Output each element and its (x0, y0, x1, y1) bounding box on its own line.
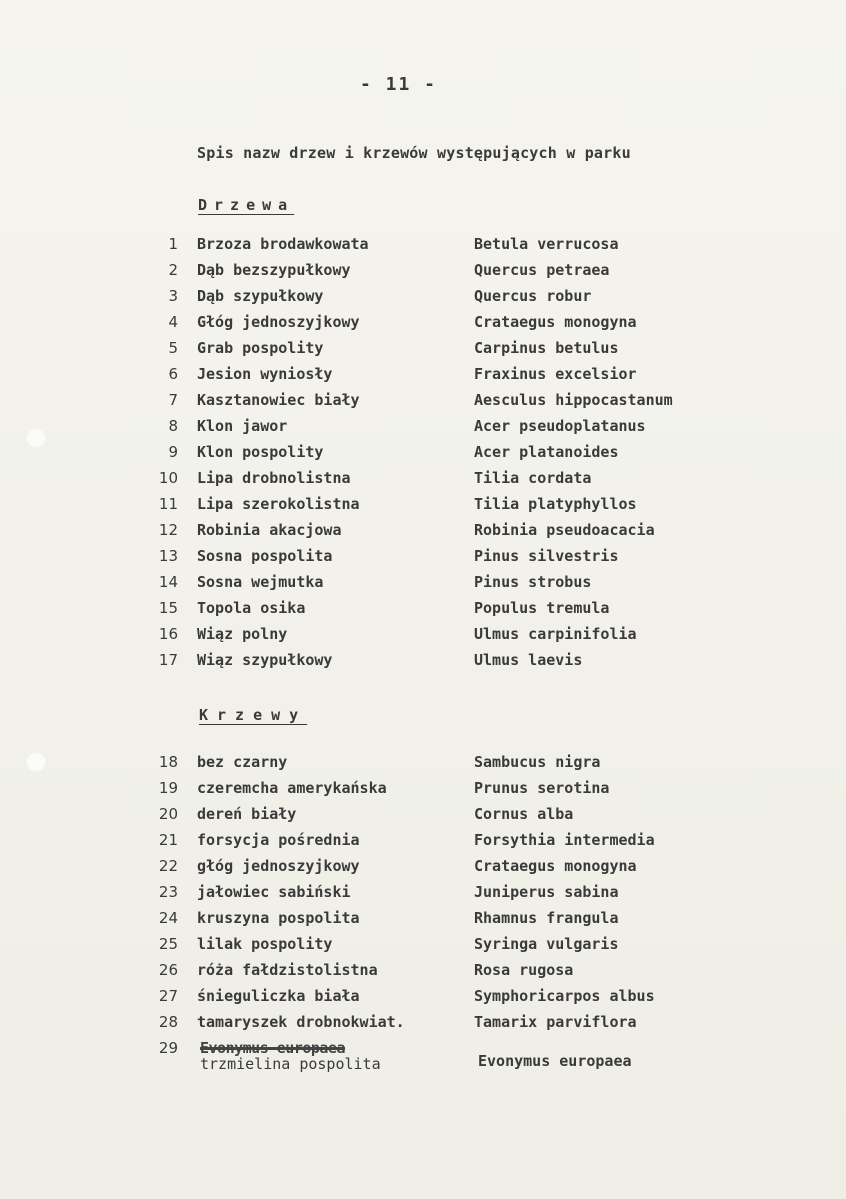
item-number: 20 (158, 805, 178, 823)
list-item (0, 805, 846, 831)
item-latin-name: Carpinus betulus (474, 339, 619, 357)
item-number: 1 (168, 235, 178, 253)
item-number: 3 (168, 287, 178, 305)
item-number: 26 (158, 961, 178, 979)
item-polish-name: dereń biały (197, 805, 297, 823)
item-number: 22 (158, 857, 178, 875)
item-polish-name: Brzoza brodawkowata (197, 235, 369, 253)
item-number: 25 (158, 935, 178, 953)
item-polish-name: Kasztanowiec biały (197, 391, 360, 409)
list-item (0, 391, 846, 417)
item-latin-name: Populus tremula (474, 599, 610, 617)
item-polish-name: Jesion wyniosły (197, 365, 333, 383)
list-item (0, 469, 846, 495)
item-polish-name: głóg jednoszyjkowy (197, 857, 360, 875)
struck-through-entry: Evonymus europaea (200, 1039, 346, 1057)
item-number: 27 (158, 987, 178, 1005)
item-latin-name: Betula verrucosa (474, 235, 619, 253)
item-latin-name: Pinus silvestris (474, 547, 619, 565)
item-latin-name: Acer platanoides (474, 443, 619, 461)
item-number: 16 (158, 625, 178, 643)
item-latin-name: Ulmus carpinifolia (474, 625, 637, 643)
list-item (0, 831, 846, 857)
item-number: 13 (158, 547, 178, 565)
item-number: 6 (168, 365, 178, 383)
item-latin-name: Tilia cordata (474, 469, 592, 487)
item-polish-name: Dąb bezszypułkowy (197, 261, 351, 279)
item-polish-name: śnieguliczka biała (197, 987, 360, 1005)
item-latin-name: Aesculus hippocastanum (474, 391, 673, 409)
item-number: 9 (168, 443, 178, 461)
item-polish-name: Dąb szypułkowy (197, 287, 324, 305)
list-item (0, 521, 846, 547)
item-polish-name: czeremcha amerykańska (197, 779, 387, 797)
item-latin-name: Crataegus monogyna (474, 857, 637, 875)
item-number: 11 (158, 495, 178, 513)
list-item (0, 753, 846, 779)
item-latin-name: Symphoricarpos albus (474, 987, 655, 1005)
item-number: 21 (158, 831, 178, 849)
item-number: 15 (158, 599, 178, 617)
list-item (0, 961, 846, 987)
item-latin-name: Sambucus nigra (474, 753, 601, 771)
item-number: 2 (168, 261, 178, 279)
item-number: 7 (168, 391, 178, 409)
item-polish-name: Lipa szerokolistna (197, 495, 360, 513)
item-polish-name: Głóg jednoszyjkowy (197, 313, 360, 331)
list-item (0, 365, 846, 391)
list-item (0, 339, 846, 365)
item-polish-name: forsycja pośrednia (197, 831, 360, 849)
item-polish-name: Klon jawor (197, 417, 288, 435)
item-latin-name: Fraxinus excelsior (474, 365, 637, 383)
item-number: 23 (158, 883, 178, 901)
item-latin-name: Quercus petraea (474, 261, 610, 279)
item-latin-name: Pinus strobus (474, 573, 592, 591)
list-item (0, 287, 846, 313)
item-latin-name: Rhamnus frangula (474, 909, 619, 927)
list-item (0, 235, 846, 261)
list-item (0, 261, 846, 287)
item-latin-name-last: Evonymus europaea (478, 1052, 632, 1070)
item-number: 5 (168, 339, 178, 357)
list-item (0, 573, 846, 599)
list-item (0, 313, 846, 339)
item-number: 4 (168, 313, 178, 331)
item-polish-name: Grab pospolity (197, 339, 324, 357)
list-item (0, 935, 846, 961)
page-number: - 11 - (360, 74, 438, 95)
item-polish-name: jałowiec sabiński (197, 883, 351, 901)
page-title: Spis nazw drzew i krzewów występujących w parku (197, 144, 631, 162)
item-latin-name: Cornus alba (474, 805, 574, 823)
list-item (0, 1013, 846, 1039)
list-item (0, 883, 846, 909)
item-polish-name: tamaryszek drobnokwiat. (197, 1013, 405, 1031)
item-number-last: 29 (158, 1039, 178, 1057)
list-item (0, 625, 846, 651)
item-number: 28 (158, 1013, 178, 1031)
item-polish-name: lilak pospolity (197, 935, 333, 953)
item-number: 19 (158, 779, 178, 797)
item-polish-name: Sosna wejmutka (197, 573, 324, 591)
item-latin-name: Tilia platyphyllos (474, 495, 637, 513)
item-latin-name: Robinia pseudoacacia (474, 521, 655, 539)
item-polish-name: Robinia akacjowa (197, 521, 342, 539)
item-polish-name: róża fałdzistolistna (197, 961, 378, 979)
item-latin-name: Rosa rugosa (474, 961, 574, 979)
item-polish-name: Wiąz szypułkowy (197, 651, 333, 669)
item-polish-name-last: trzmielina pospolita (200, 1055, 381, 1073)
item-polish-name: Topola osika (197, 599, 306, 617)
list-item (0, 495, 846, 521)
item-number: 10 (158, 469, 178, 487)
section-heading-trees: Drzewa (198, 196, 295, 214)
list-item (0, 417, 846, 443)
item-latin-name: Tamarix parviflora (474, 1013, 637, 1031)
list-item (0, 651, 846, 677)
item-polish-name: Lipa drobnolistna (197, 469, 351, 487)
item-number: 14 (158, 573, 178, 591)
section-heading-shrubs: Krzewy (199, 706, 308, 724)
list-item (0, 599, 846, 625)
item-polish-name: Wiąz polny (197, 625, 288, 643)
item-latin-name: Quercus robur (474, 287, 592, 305)
item-polish-name: bez czarny (197, 753, 288, 771)
item-latin-name: Prunus serotina (474, 779, 610, 797)
item-latin-name: Syringa vulgaris (474, 935, 619, 953)
item-polish-name: Klon pospolity (197, 443, 324, 461)
list-item (0, 857, 846, 883)
item-latin-name: Ulmus laevis (474, 651, 583, 669)
list-item (0, 987, 846, 1013)
item-number: 17 (158, 651, 178, 669)
item-number: 18 (158, 753, 178, 771)
list-item (0, 779, 846, 805)
item-latin-name: Crataegus monogyna (474, 313, 637, 331)
item-number: 12 (158, 521, 178, 539)
item-polish-name: kruszyna pospolita (197, 909, 360, 927)
list-item (0, 443, 846, 469)
item-latin-name: Juniperus sabina (474, 883, 619, 901)
list-item (0, 909, 846, 935)
item-latin-name: Forsythia intermedia (474, 831, 655, 849)
list-item (0, 547, 846, 573)
item-number: 8 (168, 417, 178, 435)
item-polish-name: Sosna pospolita (197, 547, 333, 565)
item-latin-name: Acer pseudoplatanus (474, 417, 646, 435)
item-number: 24 (158, 909, 178, 927)
